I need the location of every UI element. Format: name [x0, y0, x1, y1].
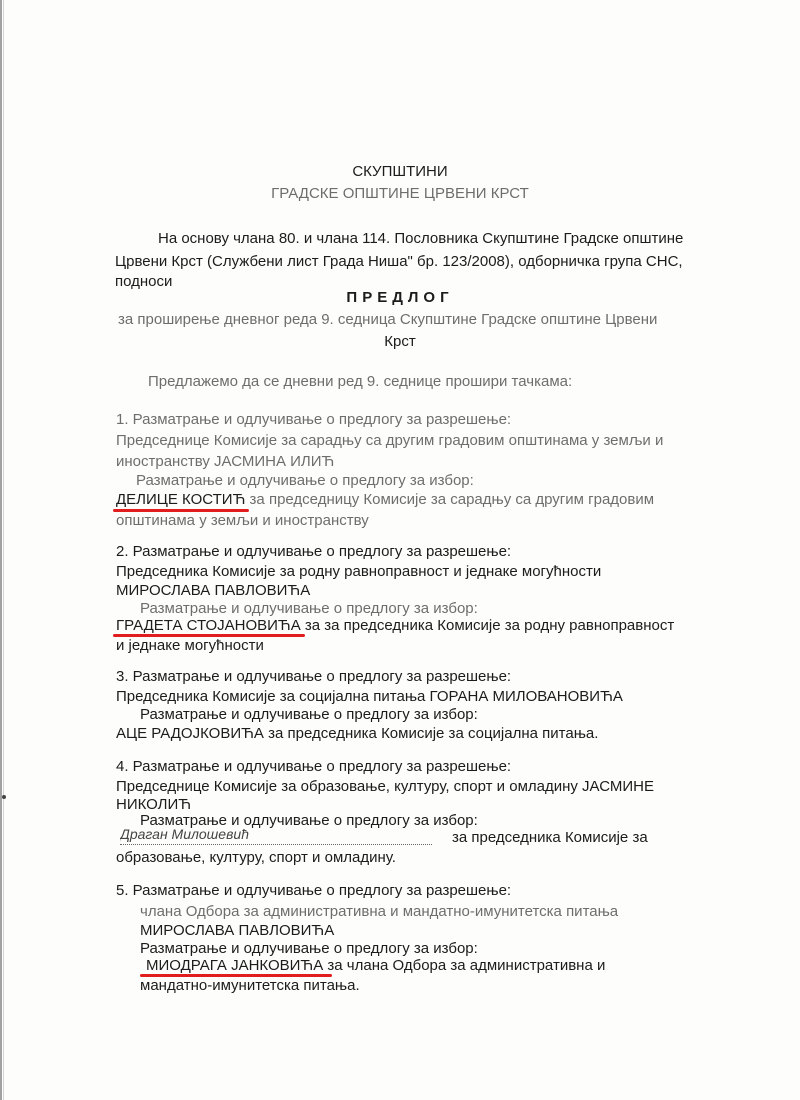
- item1-line4: Разматрање и одлучивање о предлогу за избор:: [136, 472, 474, 489]
- item1-line5-rest: за председницу Комисије за сарадњу са другим градовим: [245, 491, 655, 508]
- item1-line5: [116, 491, 654, 509]
- item4-line3: НИКОЛИЋ: [116, 796, 192, 813]
- proposal-lead: Предлажемо да се дневни ред 9. седнице прошири тачкама:: [148, 373, 573, 390]
- item3-line2: Председника Комисије за социјална питања ГОРАНА МИЛОВАНОВИЋА: [116, 688, 623, 705]
- item4-line5-rest: за председника Комисије за: [452, 829, 648, 846]
- item4-line6: образовање, културу, спорт и омладину.: [116, 849, 396, 866]
- proposal-subtitle-1: за проширење дневног реда 9. седница Скупштине Градске општине Црвени: [118, 311, 658, 328]
- item5-line5-rest: за члана Одбора за административна и: [323, 957, 606, 974]
- intro-line-1: На основу члана 80. и члана 114. Пословника Скупштине Градске општине: [158, 230, 684, 247]
- item2-line6: и једнаке могућности: [116, 637, 264, 654]
- item4-line1: 4. Разматрање и одлучивање о предлогу за разрешење:: [116, 758, 512, 775]
- item2-line5: [116, 617, 674, 635]
- item5-line6: мандатно-имунитетска питања.: [140, 977, 360, 994]
- item1-nominee: ДЕЛИЦЕ КОСТИЋ: [116, 491, 246, 508]
- item5-line3: МИРОСЛАВА ПАВЛОВИЋА: [140, 922, 335, 939]
- item2-nominee: ГРАДЕТА СТОЈАНОВИЋА: [116, 617, 301, 634]
- item3-nominee: АЦЕ РАДОЈКОВИЋА: [116, 725, 264, 742]
- item5-nominee: МИОДРАГА ЈАНКОВИЋА: [146, 957, 324, 974]
- item1-line1: 1. Разматрање и одлучивање о предлогу за разрешење:: [116, 411, 512, 428]
- item1-line3: иностранству ЈАСМИНА ИЛИЋ: [116, 453, 335, 470]
- item4-line4: Разматрање и одлучивање о предлогу за избор:: [140, 812, 478, 829]
- proposal-subtitle-2: Крст: [384, 333, 416, 350]
- item2-line3: МИРОСЛАВА ПАВЛОВИЋА: [116, 582, 311, 599]
- item5-line5: [146, 957, 605, 975]
- item3-line3: Разматрање и одлучивање о предлогу за избор:: [140, 706, 478, 723]
- item1-line6: општинама у земљи и иностранству: [116, 512, 369, 529]
- item4-line2: Председнице Комисије за образовање, културу, спорт и омладину ЈАСМИНЕ: [116, 778, 655, 795]
- intro-line-2: Црвени Крст (Службени лист Града Ниша" бр. 123/2008), одборничка група СНС,: [115, 253, 683, 270]
- intro-line-3: подноси: [115, 273, 173, 290]
- item2-line4: Разматрање и одлучивање о предлогу за избор:: [140, 600, 478, 617]
- item1-line2: Председнице Комисије за сарадњу са другим градовим општинама у земљи и: [116, 432, 664, 449]
- proposal-heading: ПРЕДЛОГ: [346, 289, 454, 306]
- item2-line5-rest: за за председника Комисије за родну равноправност: [300, 617, 675, 634]
- addressee-line-2: ГРАДСКЕ ОПШТИНЕ ЦРВЕНИ КРСТ: [271, 185, 529, 202]
- item3-line4: [116, 725, 598, 743]
- item5-line2: члана Одбора за административна и мандатно-имунитетска питања: [140, 903, 619, 920]
- item3-line4-rest: за председника Комисије за социјална питања.: [263, 725, 599, 742]
- scan-speck: [2, 795, 6, 799]
- item2-line1: 2. Разматрање и одлучивање о предлогу за разрешење:: [116, 543, 512, 560]
- item3-line1: 3. Разматрање и одлучивање о предлогу за разрешење:: [116, 668, 512, 685]
- item5-line4: Разматрање и одлучивање о предлогу за избор:: [140, 940, 478, 957]
- addressee-line-1: СКУПШТИНИ: [352, 163, 448, 180]
- item5-line1: 5. Разматрање и одлучивање о предлогу за разрешење:: [116, 882, 512, 899]
- item4-handwritten-name: Драган Милошевић: [120, 826, 432, 845]
- item2-line2: Председника Комисије за родну равноправност и једнаке могућности: [116, 563, 602, 580]
